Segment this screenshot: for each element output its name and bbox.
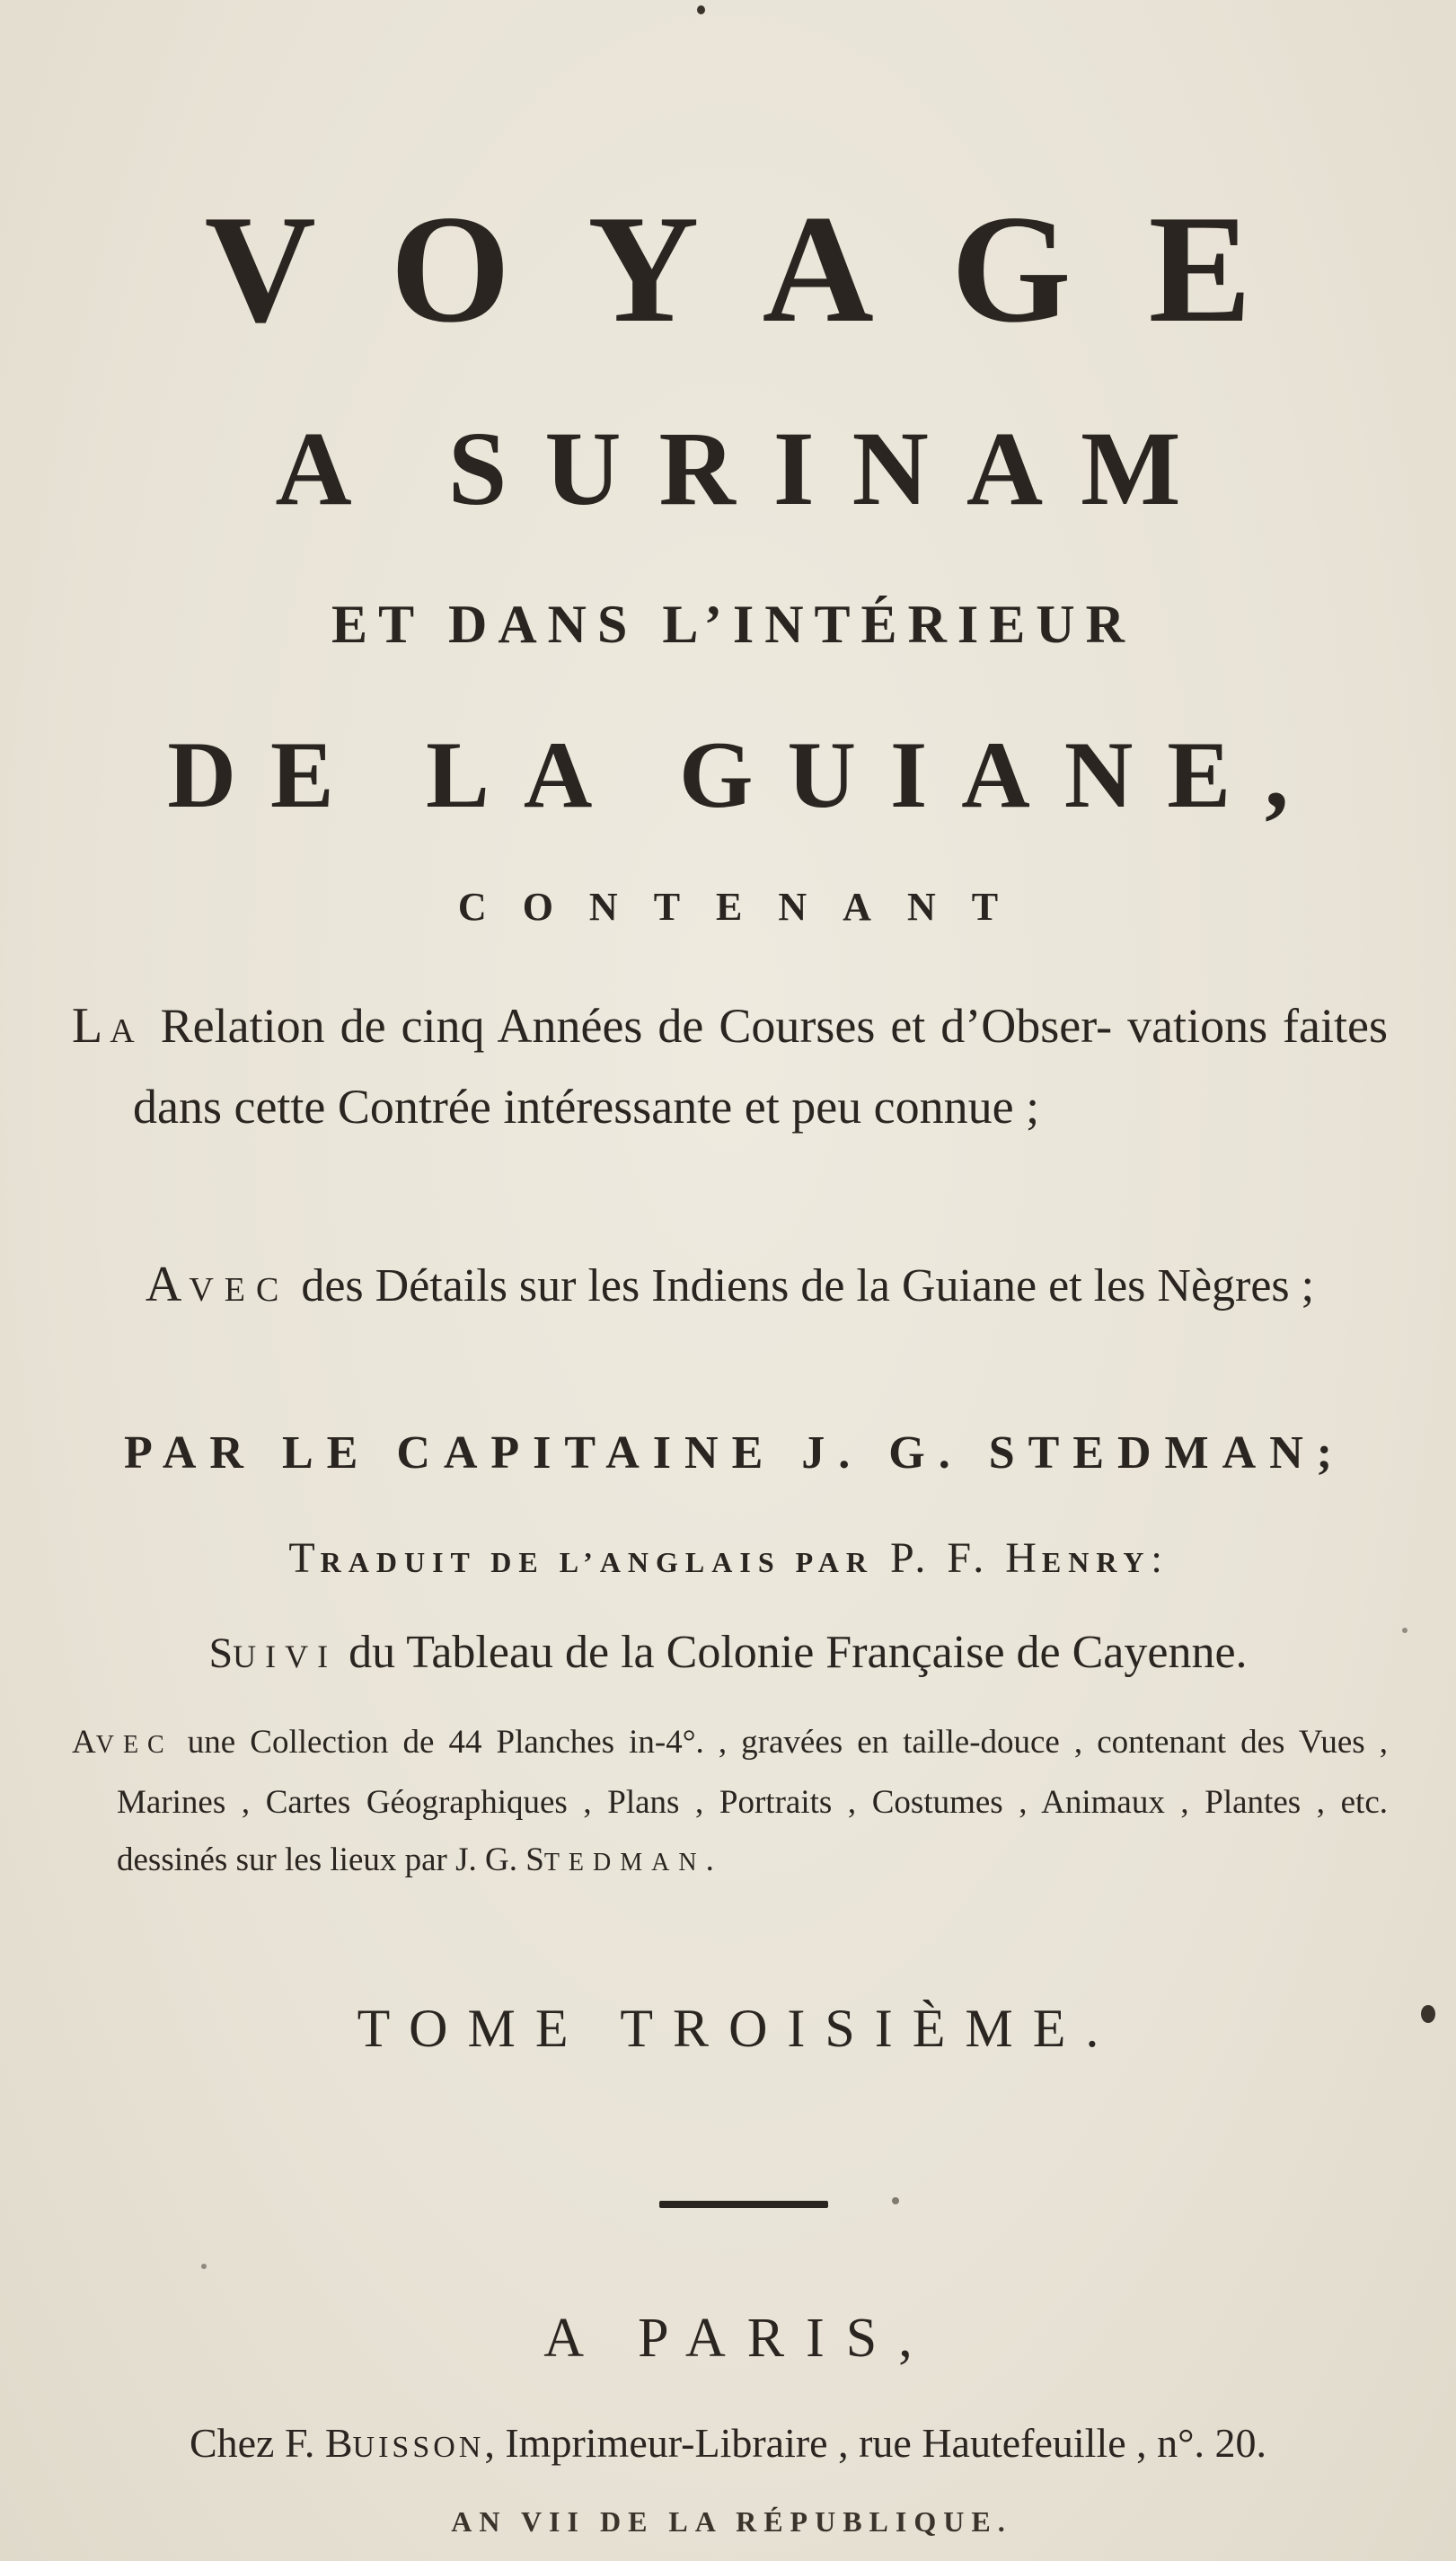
divider-rule bbox=[659, 2201, 828, 2208]
paper-speck bbox=[892, 2197, 899, 2204]
subtitle-interieur: ET DANS L’INTÉRIEUR bbox=[331, 595, 1135, 654]
label-contenant: CONTENANT bbox=[457, 885, 1035, 929]
title-voyage: VOYAGE bbox=[204, 184, 1329, 355]
translator-line: TRADUIT DE L’ANGLAIS PAR P. F. HENRY: bbox=[288, 1534, 1168, 1582]
paper-speck bbox=[201, 2264, 207, 2269]
drop-letter-l: LA bbox=[72, 998, 146, 1054]
imprint-publisher: Chez F. BUISSON, Imprimeur-Libraire , rue Hautefeuille , n°. 20. bbox=[189, 2420, 1267, 2466]
title-guiane: DE LA GUIANE, bbox=[167, 722, 1323, 827]
relation-rest: vations faites dans cette Contrée intéressante et peu connue ; bbox=[133, 999, 1388, 1134]
suivi-line: SUIVI du Tableau de la Colonie Française de Cayenne. bbox=[208, 1627, 1248, 1678]
relation-line1: Relation de cinq Années de Courses et d’Obser- bbox=[145, 999, 1113, 1053]
paper-speck bbox=[1402, 1628, 1407, 1633]
lead-avec: AVEC bbox=[145, 1257, 290, 1312]
author-line: PAR LE CAPITAINE J. G. STEDMAN; bbox=[123, 1427, 1346, 1479]
paper-speck bbox=[697, 5, 705, 14]
paper-speck bbox=[1421, 2005, 1435, 2023]
paragraph-planches: AVEC une Collection de 44 Planches in-4°. , gravées en taille-douce , contenant des Vues , Marines , Cartes Géographiques , Plans , Portraits , Costumes , Animaux , Plantes , etc. dessinés sur les lieux par J. G. STEDMAN. bbox=[72, 1724, 1388, 1878]
volume-line: TOME TROISIÈME. bbox=[357, 1999, 1119, 2058]
imprint-date: AN VII DE LA RÉPUBLIQUE. bbox=[451, 2505, 1012, 2538]
imprint-city: A PARIS, bbox=[543, 2308, 934, 2369]
paragraph-avec bbox=[72, 1250, 1388, 1324]
title-surinam: A SURINAM bbox=[275, 410, 1219, 527]
avec-text: des Détails sur les Indiens de la Guiane et les Nègres ; bbox=[289, 1260, 1315, 1311]
paragraph-relation bbox=[72, 988, 1388, 1144]
